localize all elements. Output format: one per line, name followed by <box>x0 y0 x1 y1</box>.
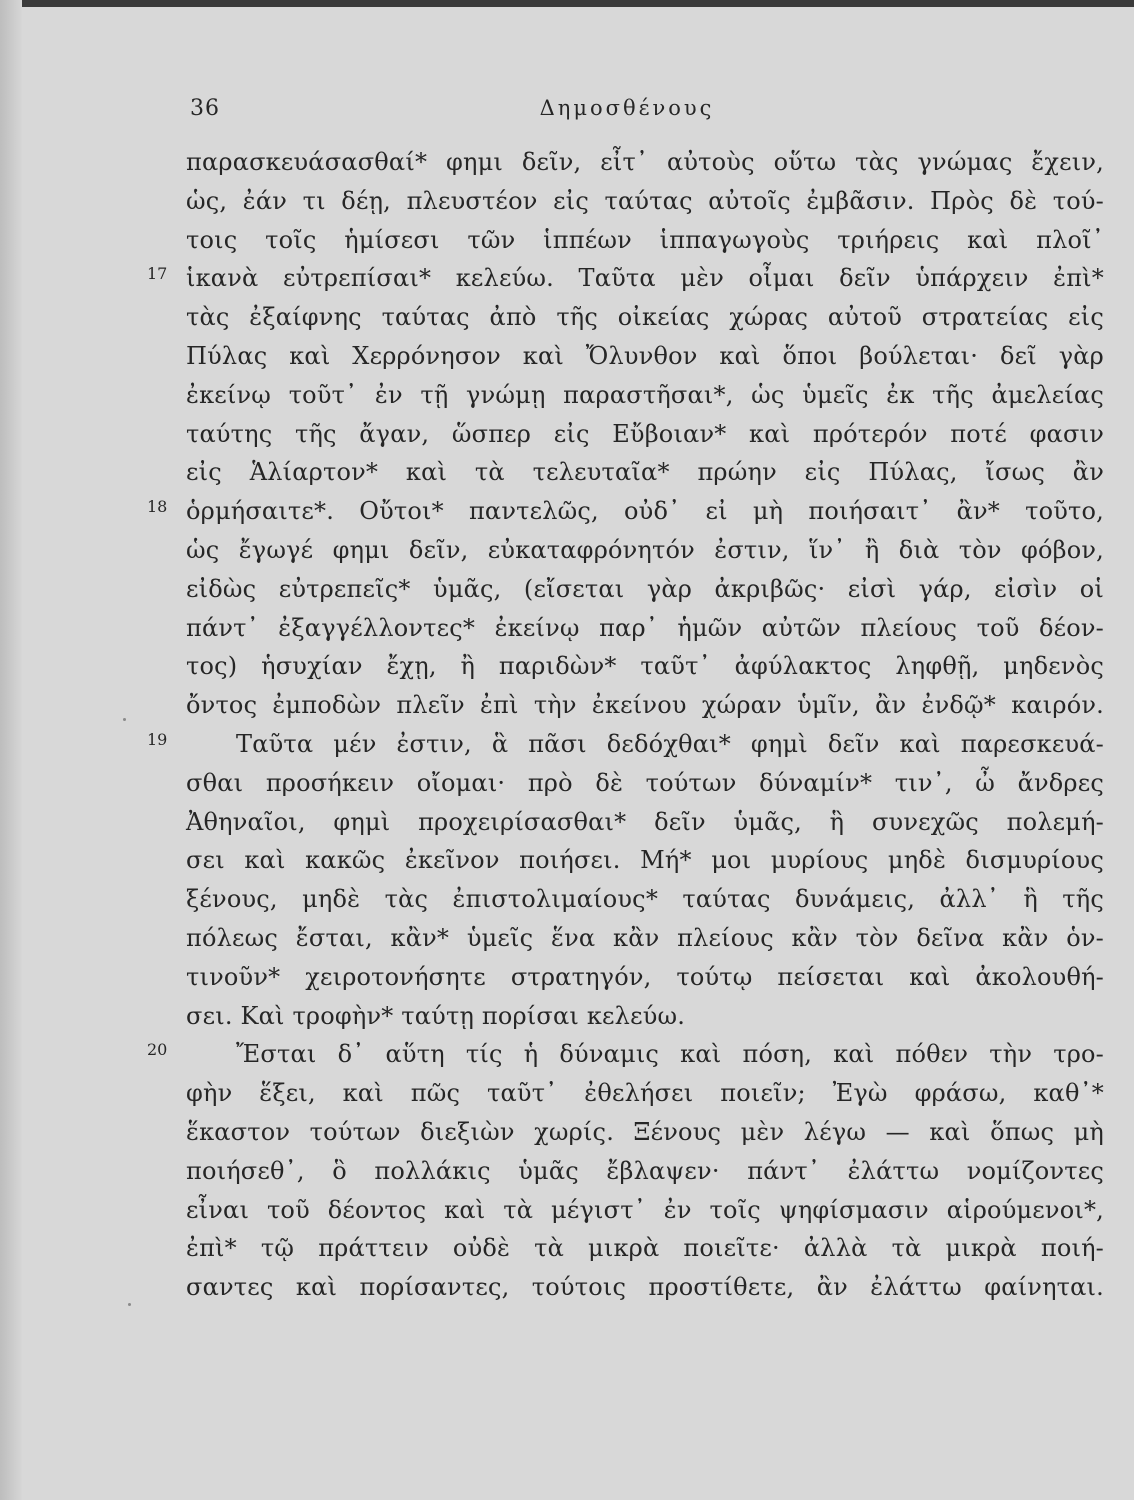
running-head <box>0 96 1134 130</box>
text-line <box>0 492 1134 531</box>
line-text: ἐπὶ* τῷ πράττειν οὐδὲ τὰ μικρὰ ποιεῖτε· ἀλλὰ τὰ μικρὰ ποιή- <box>186 1234 1104 1263</box>
line-text: ξένους, μηδὲ τὰς ἐπιστολιμαίους* ταύτας δυνάμεις, ἀλλ᾽ ἣ τῆς <box>186 885 1104 914</box>
line-text: ὡς, ἐάν τι δέῃ, πλευστέον εἰς ταύτας αὐτοῖς ἐμβᾶσιν. Πρὸς δὲ τού- <box>186 186 1104 215</box>
running-title: Δημοσθένους <box>539 96 715 120</box>
text-line <box>0 958 1134 997</box>
text-line <box>0 570 1134 609</box>
section-number: 17 <box>147 264 168 284</box>
text-line <box>0 1113 1134 1152</box>
text-line <box>0 1152 1134 1191</box>
text-line <box>0 1074 1134 1113</box>
text-body <box>0 143 1134 1307</box>
line-text: εἶναι τοῦ δέοντος καὶ τὰ μέγιστ᾽ ἐν τοῖς ψηφίσμασιν αἱρούμενοι*, <box>186 1195 1104 1224</box>
text-line <box>0 259 1134 298</box>
line-text: ὁρμήσαιτε*. Οὔτοι* παντελῶς, οὐδ᾽ εἰ μὴ ποιήσαιτ᾽ ἂν* τοῦτο, <box>186 497 1104 526</box>
text-line <box>0 298 1134 337</box>
line-text: ταύτης τῆς ἄγαν, ὥσπερ εἰς Εὔβοιαν* καὶ πρότερόν ποτέ φασιν <box>186 419 1104 448</box>
scan-top-edge <box>0 0 1134 7</box>
text-line <box>0 1191 1134 1230</box>
text-line <box>0 647 1134 686</box>
text-line <box>0 221 1134 260</box>
line-text: σαντες καὶ πορίσαντες, τούτοις προστίθετε, ἂν ἐλάττω φαίνηται. <box>186 1273 1104 1302</box>
section-number: 18 <box>147 497 168 517</box>
text-line <box>0 1035 1134 1074</box>
line-text: τὰς ἐξαίφνης ταύτας ἀπὸ τῆς οἰκείας χώρας αὐτοῦ στρατείας εἰς <box>186 303 1104 332</box>
line-text: τοις τοῖς ἡμίσεσι τῶν ἱππέων ἱππαγωγοὺς τριήρεις καὶ πλοῖ᾽ <box>186 225 1104 254</box>
line-text: ποιήσεθ᾽, ὃ πολλάκις ὑμᾶς ἔβλαψεν· πάντ᾽ ἐλάττω νομίζοντες <box>186 1156 1104 1185</box>
line-text: Ἔσται δ᾽ αὕτη τίς ἡ δύναμις καὶ πόση, καὶ πόθεν τὴν τρο- <box>236 1040 1104 1069</box>
text-line <box>0 1268 1134 1307</box>
line-text: παρασκευάσασθαί* φημι δεῖν, εἶτ᾽ αὐτοὺς οὕτω τὰς γνώμας ἔχειν, <box>186 148 1104 176</box>
line-text: ἱκανὰ εὐτρεπίσαι* κελεύω. Ταῦτα μὲν οἶμαι δεῖν ὑπάρχειν ἐπὶ* <box>186 264 1104 293</box>
text-line <box>0 686 1134 725</box>
page-number: 36 <box>190 96 220 121</box>
text-line <box>0 803 1134 842</box>
line-text: τος) ἡσυχίαν ἔχῃ, ἢ παριδὼν* ταῦτ᾽ ἀφύλακτος ληφθῇ, μηδενὸς <box>186 652 1104 681</box>
line-text: Ἀθηναῖοι, φημὶ προχειρίσασθαι* δεῖν ὑμᾶς, ἣ συνεχῶς πολεμή- <box>186 807 1104 836</box>
section-number: 20 <box>147 1040 168 1060</box>
paper-speck <box>128 1303 131 1306</box>
section-number: 19 <box>147 729 168 749</box>
text-line <box>0 997 1134 1036</box>
text-line <box>0 453 1134 492</box>
text-line <box>0 725 1134 764</box>
line-text: φὴν ἕξει, καὶ πῶς ταῦτ᾽ ἐθελήσει ποιεῖν; Ἐγὼ φράσω, καθ᾽* <box>186 1079 1104 1108</box>
line-text: σει. Καὶ τροφὴν* ταύτῃ πορίσαι κελεύω. <box>186 1001 686 1030</box>
text-line <box>0 919 1134 958</box>
line-text: πάντ᾽ ἐξαγγέλλοντες* ἐκείνῳ παρ᾽ ἡμῶν αὐτῶν πλείους τοῦ δέον- <box>186 613 1104 642</box>
line-text: σθαι προσήκειν οἴομαι· πρὸ δὲ τούτων δύναμίν* τιν᾽, ὦ ἄνδρες <box>186 768 1104 797</box>
text-line <box>0 841 1134 880</box>
line-text: ὡς ἔγωγέ φημι δεῖν, εὐκαταφρόνητόν ἐστιν, ἵν᾽ ἢ διὰ τὸν φόβον, <box>186 535 1104 564</box>
text-line <box>0 143 1134 182</box>
text-line <box>0 1229 1134 1268</box>
line-text: εἰς Ἁλίαρτον* καὶ τὰ τελευταῖα* πρώην εἰς Πύλας, ἴσως ἂν <box>186 458 1104 487</box>
text-line <box>0 376 1134 415</box>
line-text: πόλεως ἔσται, κἂν* ὑμεῖς ἕνα κἂν πλείους κἂν τὸν δεῖνα κἂν ὁν- <box>186 923 1104 952</box>
line-text: ἐκείνῳ τοῦτ᾽ ἐν τῇ γνώμῃ παραστῆσαι*, ὡς ὑμεῖς ἐκ τῆς ἀμελείας <box>186 380 1104 409</box>
line-text: τινοῦν* χειροτονήσητε στρατηγόν, τούτῳ πείσεται καὶ ἀκολουθή- <box>186 962 1104 991</box>
line-text: Ταῦτα μέν ἐστιν, ἃ πᾶσι δεδόχθαι* φημὶ δεῖν καὶ παρεσκευά- <box>236 729 1104 758</box>
text-line <box>0 880 1134 919</box>
text-line <box>0 609 1134 648</box>
text-line <box>0 337 1134 376</box>
line-text: εἰδὼς εὐτρεπεῖς* ὑμᾶς, (εἴσεται γὰρ ἀκριβῶς· εἰσὶ γάρ, εἰσὶν οἱ <box>186 574 1104 603</box>
line-text: σει καὶ κακῶς ἐκεῖνον ποιήσει. Μή* μοι μυρίους μηδὲ δισμυρίους <box>186 846 1104 875</box>
line-text: ὄντος ἐμποδὼν πλεῖν ἐπὶ τὴν ἐκείνου χώραν ὑμῖν, ἂν ἐνδῷ* καιρόν. <box>186 691 1104 720</box>
text-line <box>0 764 1134 803</box>
text-line <box>0 182 1134 221</box>
text-line <box>0 415 1134 454</box>
line-text: Πύλας καὶ Χερρόνησον καὶ Ὄλυνθον καὶ ὅποι βούλεται· δεῖ γὰρ <box>186 341 1104 370</box>
line-text: ἕκαστον τούτων διεξιὼν χωρίς. Ξένους μὲν λέγω — καὶ ὅπως μὴ <box>186 1117 1104 1146</box>
text-line <box>0 531 1134 570</box>
paper-speck <box>123 718 126 721</box>
